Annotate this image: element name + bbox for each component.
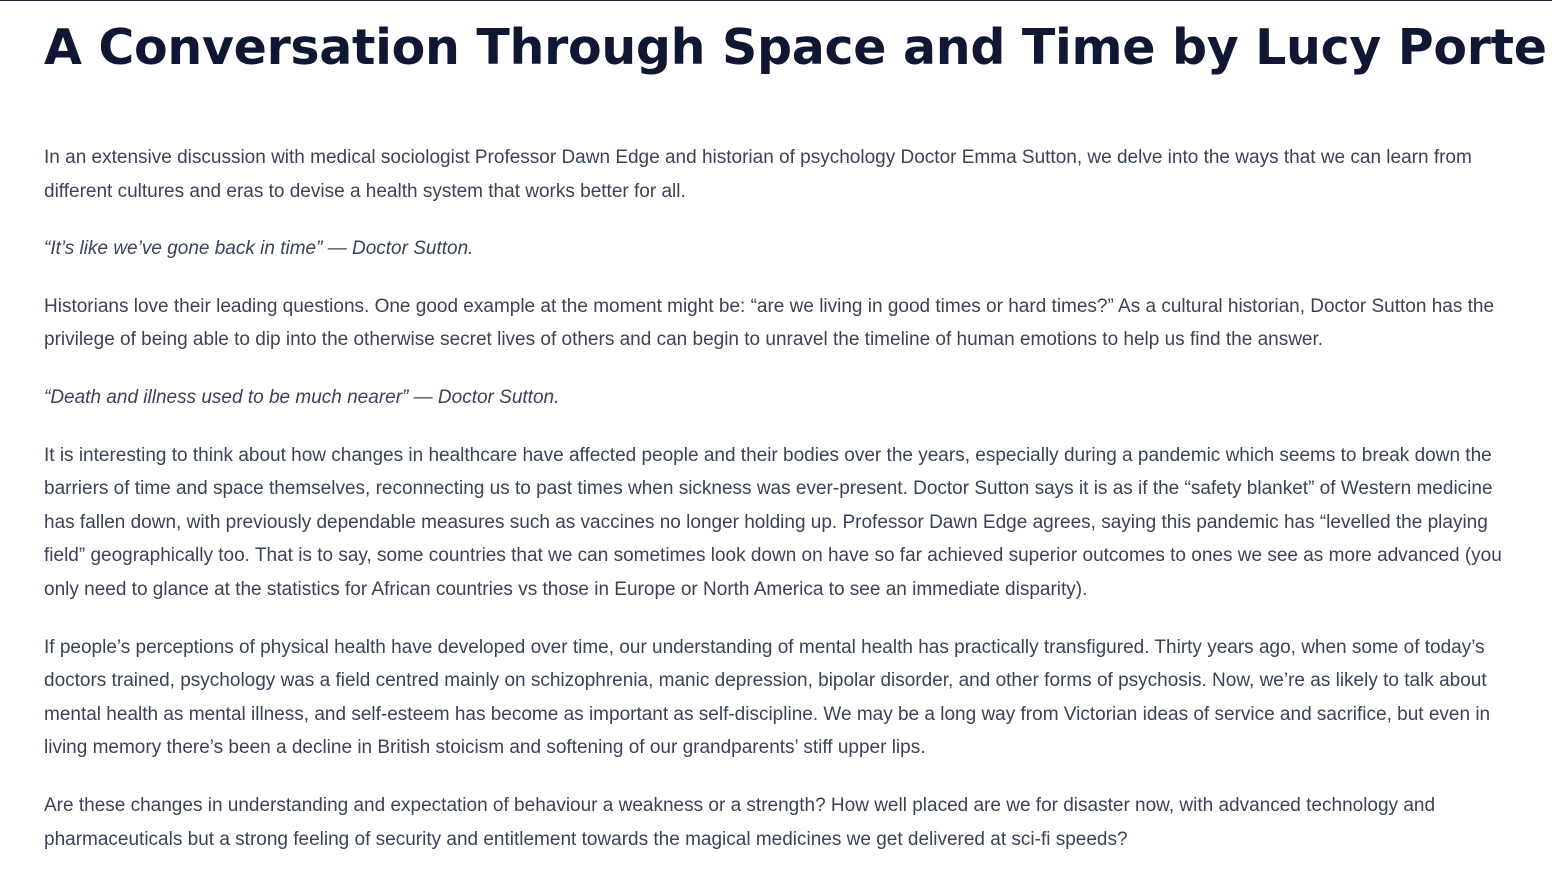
intro-paragraph: In an extensive discussion with medical sociologist Professor Dawn Edge and historian of psychology Doctor Emma Sutton, we delve into the ways that we can learn from different cultures and eras to devise a health system that works better for all. — [44, 147, 1472, 202]
article-body — [44, 141, 1514, 856]
top-divider — [0, 0, 1552, 1]
body-paragraph: Are these changes in understanding and expectation of behaviour a weakness or a strength? How well placed are we for disaster now, with advanced technology and pharmaceuticals but a strong feeling of security and entitlement towards the magical medicines we get delivered at sci-fi speeds? — [44, 794, 1436, 850]
body-paragraph: If people’s perceptions of physical health have developed over time, our understanding of mental health has practically transfigured. Thirty years ago, when some of today’s doctors trained, psychology was a field centred mainly on schizophrenia, manic depression, bipolar disorder, and other forms of psychosis. Now, we’re as likely to talk about mental health as mental illness, and self-esteem has become as important as self-discipline. We may be a long way from Victorian ideas of service and sacrifice, but even in living memory there’s been a decline in British stoicism and softening of our grandparents’ stiff upper lips. — [44, 636, 1491, 759]
body-paragraph: Historians love their leading questions. One good example at the moment might be: “are we living in good times or hard times?” As a cultural historian, Doctor Sutton has the privilege of being able to dip into the otherwise secret lives of others and can begin to unravel the timeline of human emotions to help us find the answer. — [44, 295, 1495, 351]
article — [44, 16, 1547, 880]
pull-quote: “Death and illness used to be much nearer” — Doctor Sutton. — [44, 386, 560, 408]
body-paragraph: It is interesting to think about how changes in healthcare have affected people and their bodies over the years, especially during a pandemic which seems to break down the barriers of time and space themselves, reconnecting us to past times when sickness was ever-present. Doctor Sutton says it is as if the “safety blanket” of Western medicine has fallen down, with previously dependable measures such as vaccines no longer holding up. Professor Dawn Edge agrees, saying this pandemic has “levelled the playing field” geographically too. That is to say, some countries that we can sometimes look down on have so far achieved superior outcomes to ones we see as more advanced (you only need to glance at the statistics for African countries vs those in Europe or North America to see an immediate disparity). — [44, 444, 1502, 600]
pull-quote: “It’s like we’ve gone back in time” — Doctor Sutton. — [44, 238, 474, 260]
article-title: A Conversation Through Space and Time by Lucy Porte — [44, 19, 1547, 76]
